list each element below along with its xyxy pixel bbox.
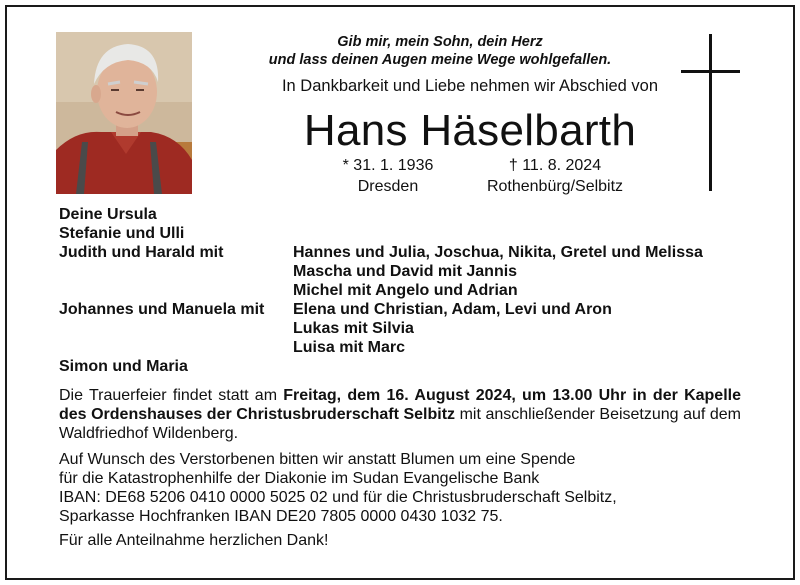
funeral-text-end: mit anschließender Beisetzung auf dem Waldfriedhof Wildenberg. [59, 406, 741, 442]
cross-icon [709, 34, 712, 191]
grandchildren-entry: Michel mit Angelo und Adrian [293, 282, 518, 299]
mourner-entry: Deine Ursula [59, 206, 157, 223]
grandchildren-entry: Elena und Christian, Adam, Levi und Aron [293, 301, 612, 318]
grandchildren-entry: Mascha und David mit Jannis [293, 263, 518, 280]
grandchildren-entry: Luisa mit Marc [293, 339, 406, 356]
birth-place: Dresden [357, 178, 419, 195]
birth-info [328, 155, 448, 197]
cross-icon-bar [681, 70, 740, 73]
birth-date: * 31. 1. 1936 [342, 157, 434, 174]
funeral-notice [59, 386, 741, 443]
mourner-entry: Stefanie und Ulli [59, 225, 185, 242]
mourner-entry: Johannes und Manuela mit [59, 301, 265, 318]
mourner-entry: Judith und Harald mit [59, 244, 224, 261]
death-place: Rothenbürg/Selbitz [486, 178, 624, 195]
death-info [470, 155, 640, 197]
funeral-text-start: Die Trauerfeier findet statt am [59, 387, 284, 404]
grandchildren-entry: Lukas mit Silvia [293, 320, 414, 337]
bible-quote [250, 33, 630, 69]
quote-line: Gib mir, mein Sohn, dein Herz [337, 34, 543, 50]
funeral-date-location: Freitag, dem 16. August 2024, um 13.00 Uhr in der Kapelle des Ordenshauses der Christusbruderschaft Selbitz [59, 387, 741, 423]
donation-line: Auf Wunsch des Verstorbenen bitten wir anstatt Blumen um eine Spende [59, 451, 576, 468]
portrait-photo [56, 32, 192, 194]
intro-text: In Dankbarkeit und Liebe nehmen wir Abschied von [281, 77, 659, 95]
quote-line: und lass deinen Augen meine Wege wohlgefallen. [268, 52, 612, 68]
grandchildren-entry: Hannes und Julia, Joschua, Nikita, Gretel und Melissa [293, 244, 703, 261]
portrait-illustration [56, 32, 192, 194]
deceased-name: Hans Häselbarth [303, 106, 637, 155]
mourner-entry: Simon und Maria [59, 358, 188, 375]
donation-notice [59, 450, 741, 526]
donation-line: Sparkasse Hochfranken IBAN DE20 7805 0000 0430 1032 75. [59, 508, 503, 525]
thanks-text: Für alle Anteilnahme herzlichen Dank! [59, 532, 329, 549]
death-date: † 11. 8. 2024 [508, 157, 602, 174]
donation-line: IBAN: DE68 5206 0410 0000 5025 02 und für die Christusbruderschaft Selbitz, [59, 489, 617, 506]
donation-line: für die Katastrophenhilfe der Diakonie im Sudan Evangelische Bank [59, 470, 540, 487]
